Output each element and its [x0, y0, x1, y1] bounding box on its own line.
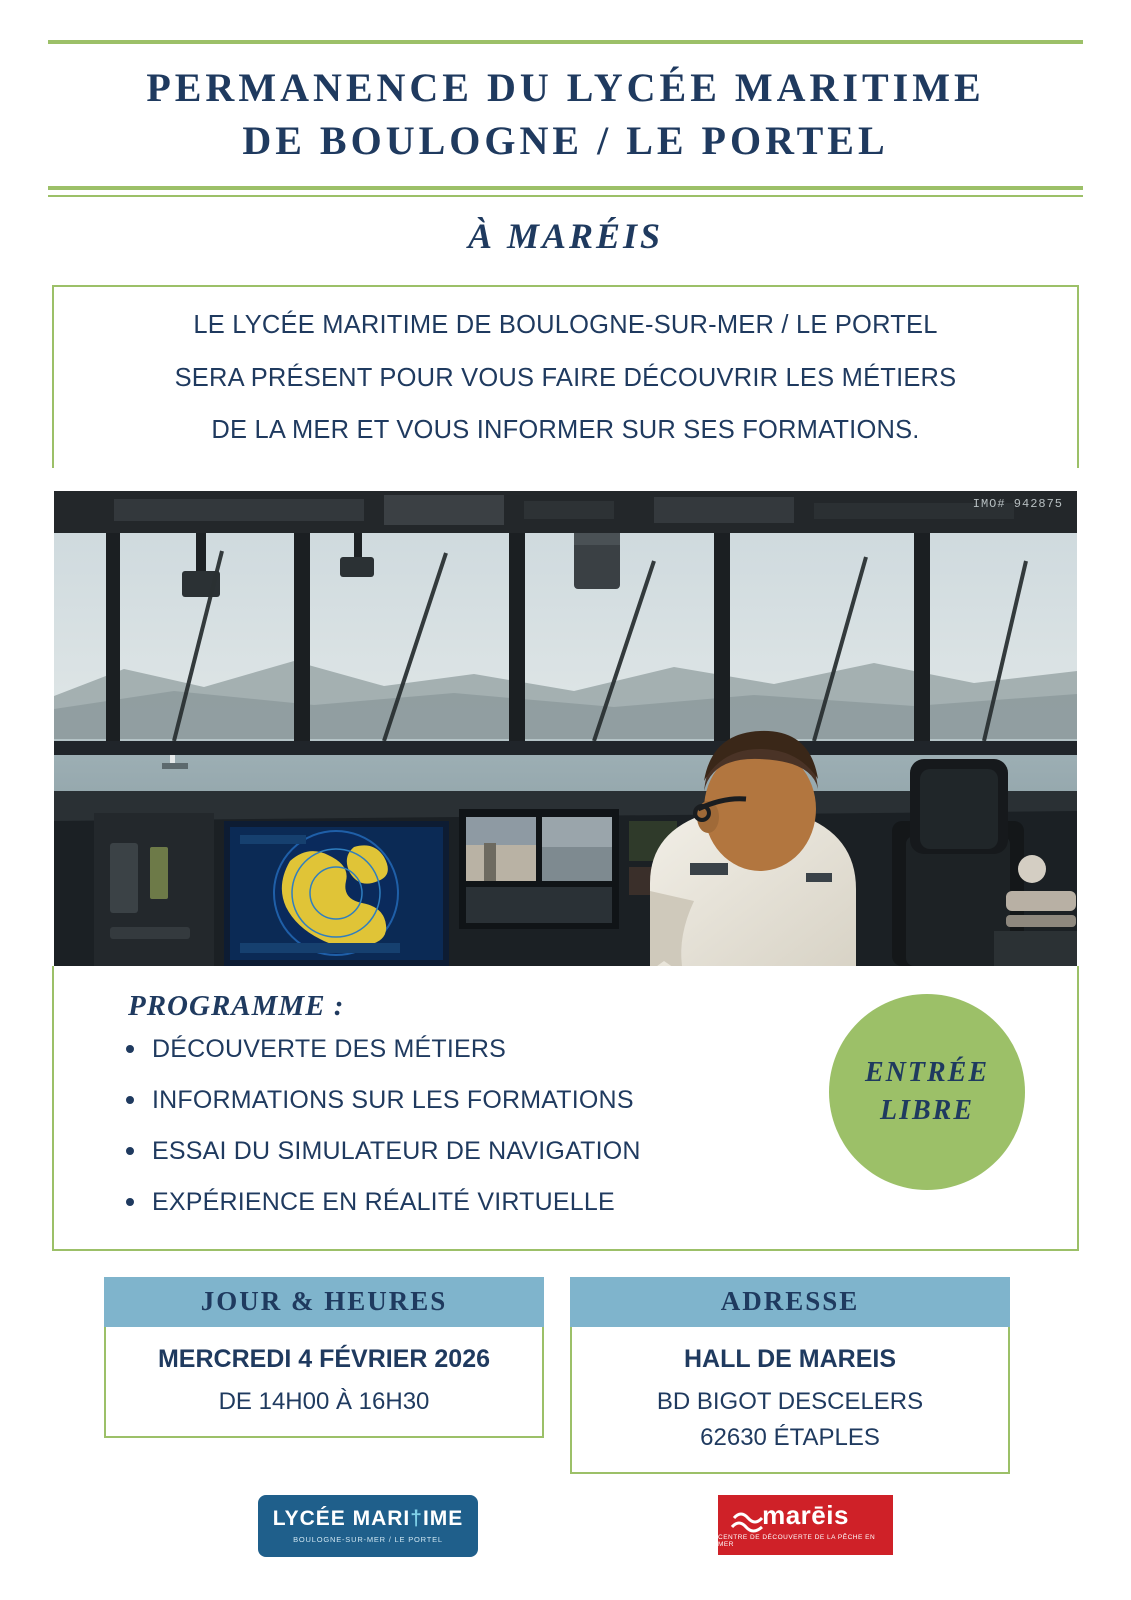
logo-lycee-name — [273, 1508, 464, 1529]
schedule-block — [104, 1277, 544, 1438]
logo-lycee-tagline: BOULOGNE-SUR-MER / LE PORTEL — [293, 1535, 443, 1544]
badge-line-1: ENTRÉE — [864, 1057, 990, 1089]
logo-row — [0, 1495, 1131, 1575]
intro-line-1: LE LYCÉE MARITIME DE BOULOGNE-SUR-MER / LE PORTEL — [193, 311, 938, 339]
entree-libre-badge — [829, 994, 1025, 1190]
intro-box — [52, 285, 1079, 468]
logo-lycee-name-part2: IME — [422, 1507, 464, 1530]
bullet-icon — [126, 1198, 134, 1206]
intro-line-3: DE LA MER ET VOUS INFORMER SUR SES FORMATIONS. — [211, 416, 920, 444]
page-title-line2: DE BOULOGNE / LE PORTEL — [242, 117, 889, 163]
logo-mareis — [718, 1495, 893, 1555]
address-line-3: 62630 ÉTAPLES — [700, 1424, 880, 1451]
intro-line-2: SERA PRÉSENT POUR VOUS FAIRE DÉCOUVRIR LES MÉTIERS — [174, 363, 957, 392]
bridge-photo — [54, 491, 1077, 966]
page-title — [48, 62, 1083, 168]
bullet-icon — [126, 1096, 134, 1104]
bullet-icon — [126, 1147, 134, 1155]
schedule-heading: JOUR & HEURES — [104, 1277, 544, 1327]
page-title-line1: PERMANENCE DU LYCÉE MARITIME — [146, 65, 985, 110]
list-item — [152, 1190, 1037, 1215]
address-block — [570, 1277, 1010, 1474]
schedule-hours: DE 14H00 À 16H30 — [218, 1388, 430, 1415]
programme-title: PROGRAMME : — [128, 990, 345, 1022]
badge-line-2: LIBRE — [879, 1095, 975, 1126]
programme-item-label: DÉCOUVERTE DES MÉTIERS — [152, 1035, 506, 1063]
header-rule-mid-lower — [48, 195, 1083, 197]
logo-mareis-name: marēis — [762, 1500, 849, 1530]
address-heading: ADRESSE — [570, 1277, 1010, 1327]
schedule-body — [104, 1327, 544, 1438]
programme-item-label: ESSAI DU SIMULATEUR DE NAVIGATION — [152, 1137, 641, 1165]
programme-item-label: INFORMATIONS SUR LES FORMATIONS — [152, 1086, 634, 1114]
lighthouse-icon: † — [410, 1507, 423, 1530]
bridge-photo-illustration — [54, 491, 1077, 966]
header-rule-top — [48, 40, 1083, 44]
logo-lycee-maritime — [258, 1495, 478, 1557]
wave-icon — [730, 1509, 764, 1535]
logo-lycee-name-part1: LYCÉE MARI — [272, 1507, 411, 1530]
photo-imo-overlay: IMO# 942875 — [972, 497, 1063, 511]
programme-box — [52, 966, 1079, 1251]
bullet-icon — [126, 1045, 134, 1053]
address-body — [570, 1327, 1010, 1474]
logo-mareis-tagline: CENTRE DE DÉCOUVERTE DE LA PÊCHE EN MER — [718, 1534, 876, 1548]
header-rule-mid-upper — [48, 186, 1083, 190]
programme-item-label: EXPÉRIENCE EN RÉALITÉ VIRTUELLE — [152, 1188, 615, 1216]
schedule-date: MERCREDI 4 FÉVRIER 2026 — [157, 1345, 491, 1373]
address-line-1: HALL DE MAREIS — [683, 1345, 897, 1373]
page-subtitle: À MARÉIS — [467, 216, 664, 256]
address-line-2: BD BIGOT DESCELERS — [656, 1388, 924, 1415]
